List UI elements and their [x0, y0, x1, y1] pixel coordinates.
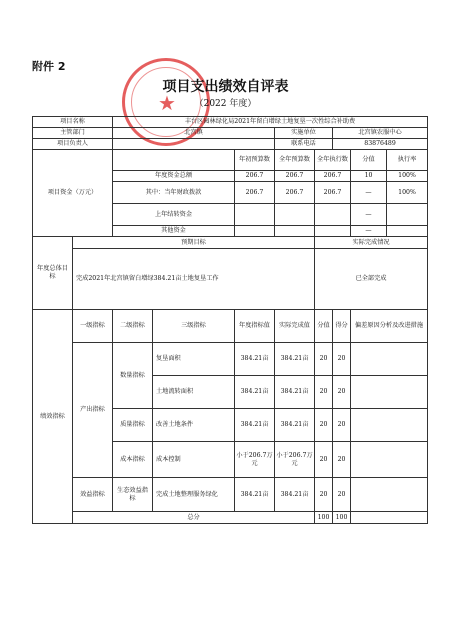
- fund-cell: 10: [351, 171, 387, 182]
- fund-cell: [235, 204, 275, 226]
- fund-cell: [275, 226, 315, 237]
- fund-header: 年初预算数: [235, 150, 275, 171]
- ind-got: 20: [333, 409, 351, 442]
- ind-target: 384.21亩: [235, 376, 275, 409]
- total-score: 100: [315, 512, 333, 524]
- ind-target: 384.21亩: [235, 343, 275, 376]
- impl-label: 实施单位: [275, 128, 333, 139]
- ind-header: 得分: [333, 310, 351, 343]
- ind-target: 小于206.7万元: [235, 442, 275, 478]
- ind-l2: 成本指标: [113, 442, 153, 478]
- fund-cell: [275, 204, 315, 226]
- project-name-label: 项目名称: [33, 117, 113, 128]
- ind-header: 一级指标: [73, 310, 113, 343]
- phone-label: 联系电话: [275, 139, 333, 150]
- ind-l3: 成本控制: [153, 442, 235, 478]
- fund-header: 执行率: [387, 150, 428, 171]
- ind-score: 20: [315, 442, 333, 478]
- ind-l3: 土地流转面积: [153, 376, 235, 409]
- person: [113, 139, 275, 150]
- year-label: （2022 年度）: [194, 99, 257, 109]
- ind-actual: 384.21亩: [275, 376, 315, 409]
- ind-header: 分值: [315, 310, 333, 343]
- fund-row-label: 其中：当年财政拨款: [113, 182, 235, 204]
- ind-actual: 小于206.7万元: [275, 442, 315, 478]
- fund-cell: [235, 226, 275, 237]
- fund-header: 全年预算数: [275, 150, 315, 171]
- project-name: 丰台区园林绿化局2021年留白增绿土地复垦一次性综合补助费: [113, 117, 428, 128]
- fund-label: 项目资金（万元）: [33, 150, 113, 237]
- ind-header: 二级指标: [113, 310, 153, 343]
- ind-target: 384.21亩: [235, 478, 275, 512]
- ind-got: 20: [333, 376, 351, 409]
- evaluation-table: [32, 116, 428, 524]
- annex-label: 附件 2: [32, 60, 66, 73]
- fund-cell: —: [351, 226, 387, 237]
- goal-label: 年度总体目标: [33, 237, 73, 310]
- fund-cell: 206.7: [315, 182, 351, 204]
- ind-actual: 384.21亩: [275, 343, 315, 376]
- fund-cell: 206.7: [315, 171, 351, 182]
- ind-l3: 完成土地整理服务绿化: [153, 478, 235, 512]
- fund-cell: —: [351, 204, 387, 226]
- page-title: 项目支出绩效自评表: [162, 79, 289, 95]
- ind-l3: 改善土地条件: [153, 409, 235, 442]
- person-label: 项目负责人: [33, 139, 113, 150]
- fund-cell: 206.7: [235, 171, 275, 182]
- impl: 北宫镇农服中心: [333, 128, 428, 139]
- ind-header: 年度指标值: [235, 310, 275, 343]
- fund-header: 分值: [351, 150, 387, 171]
- ind-actual: 384.21亩: [275, 478, 315, 512]
- actual-label: 实际完成情况: [315, 237, 428, 249]
- fund-row-label: 其他资金: [113, 226, 235, 237]
- fund-cell: [387, 204, 428, 226]
- ind-actual: 384.21亩: [275, 409, 315, 442]
- effect-label: 效益指标: [73, 478, 113, 512]
- ind-got: 20: [333, 442, 351, 478]
- ind-header: 实际完成值: [275, 310, 315, 343]
- total-got: 100: [333, 512, 351, 524]
- ind-header: 三级指标: [153, 310, 235, 343]
- fund-cell: [315, 204, 351, 226]
- ind-score: 20: [315, 478, 333, 512]
- fund-header: 全年执行数: [315, 150, 351, 171]
- output-label: 产出指标: [73, 343, 113, 478]
- dept-label: 主管部门: [33, 128, 113, 139]
- expected-label: 预期目标: [73, 237, 315, 249]
- ind-l2: 数量指标: [113, 343, 153, 409]
- ind-header: 偏差原因分析及改进措施: [351, 310, 428, 343]
- fund-cell: —: [351, 182, 387, 204]
- expected-goal: 完成2021年北宫镇留白增绿384.21亩土地复垦工作: [73, 249, 315, 310]
- ind-got: 20: [333, 343, 351, 376]
- phone: 83876489: [333, 139, 428, 150]
- fund-cell: 206.7: [275, 182, 315, 204]
- fund-cell: 100%: [387, 171, 428, 182]
- ind-l2: 质量指标: [113, 409, 153, 442]
- ind-score: 20: [315, 376, 333, 409]
- fund-row-label: 上年结转资金: [113, 204, 235, 226]
- actual-result: 已全部完成: [315, 249, 428, 310]
- ind-score: 20: [315, 343, 333, 376]
- fund-cell: [387, 226, 428, 237]
- fund-row-label: 年度资金总额: [113, 171, 235, 182]
- ind-l3: 复垦面积: [153, 343, 235, 376]
- fund-cell: 100%: [387, 182, 428, 204]
- ind-l2: 生态效益指标: [113, 478, 153, 512]
- ind-score: 20: [315, 409, 333, 442]
- ind-target: 384.21亩: [235, 409, 275, 442]
- fund-cell: 206.7: [275, 171, 315, 182]
- total-label: 总分: [73, 512, 315, 524]
- fund-cell: 206.7: [235, 182, 275, 204]
- perf-label: 绩效指标: [33, 310, 73, 524]
- ind-got: 20: [333, 478, 351, 512]
- fund-cell: [315, 226, 351, 237]
- dept: 北宫镇: [113, 128, 275, 139]
